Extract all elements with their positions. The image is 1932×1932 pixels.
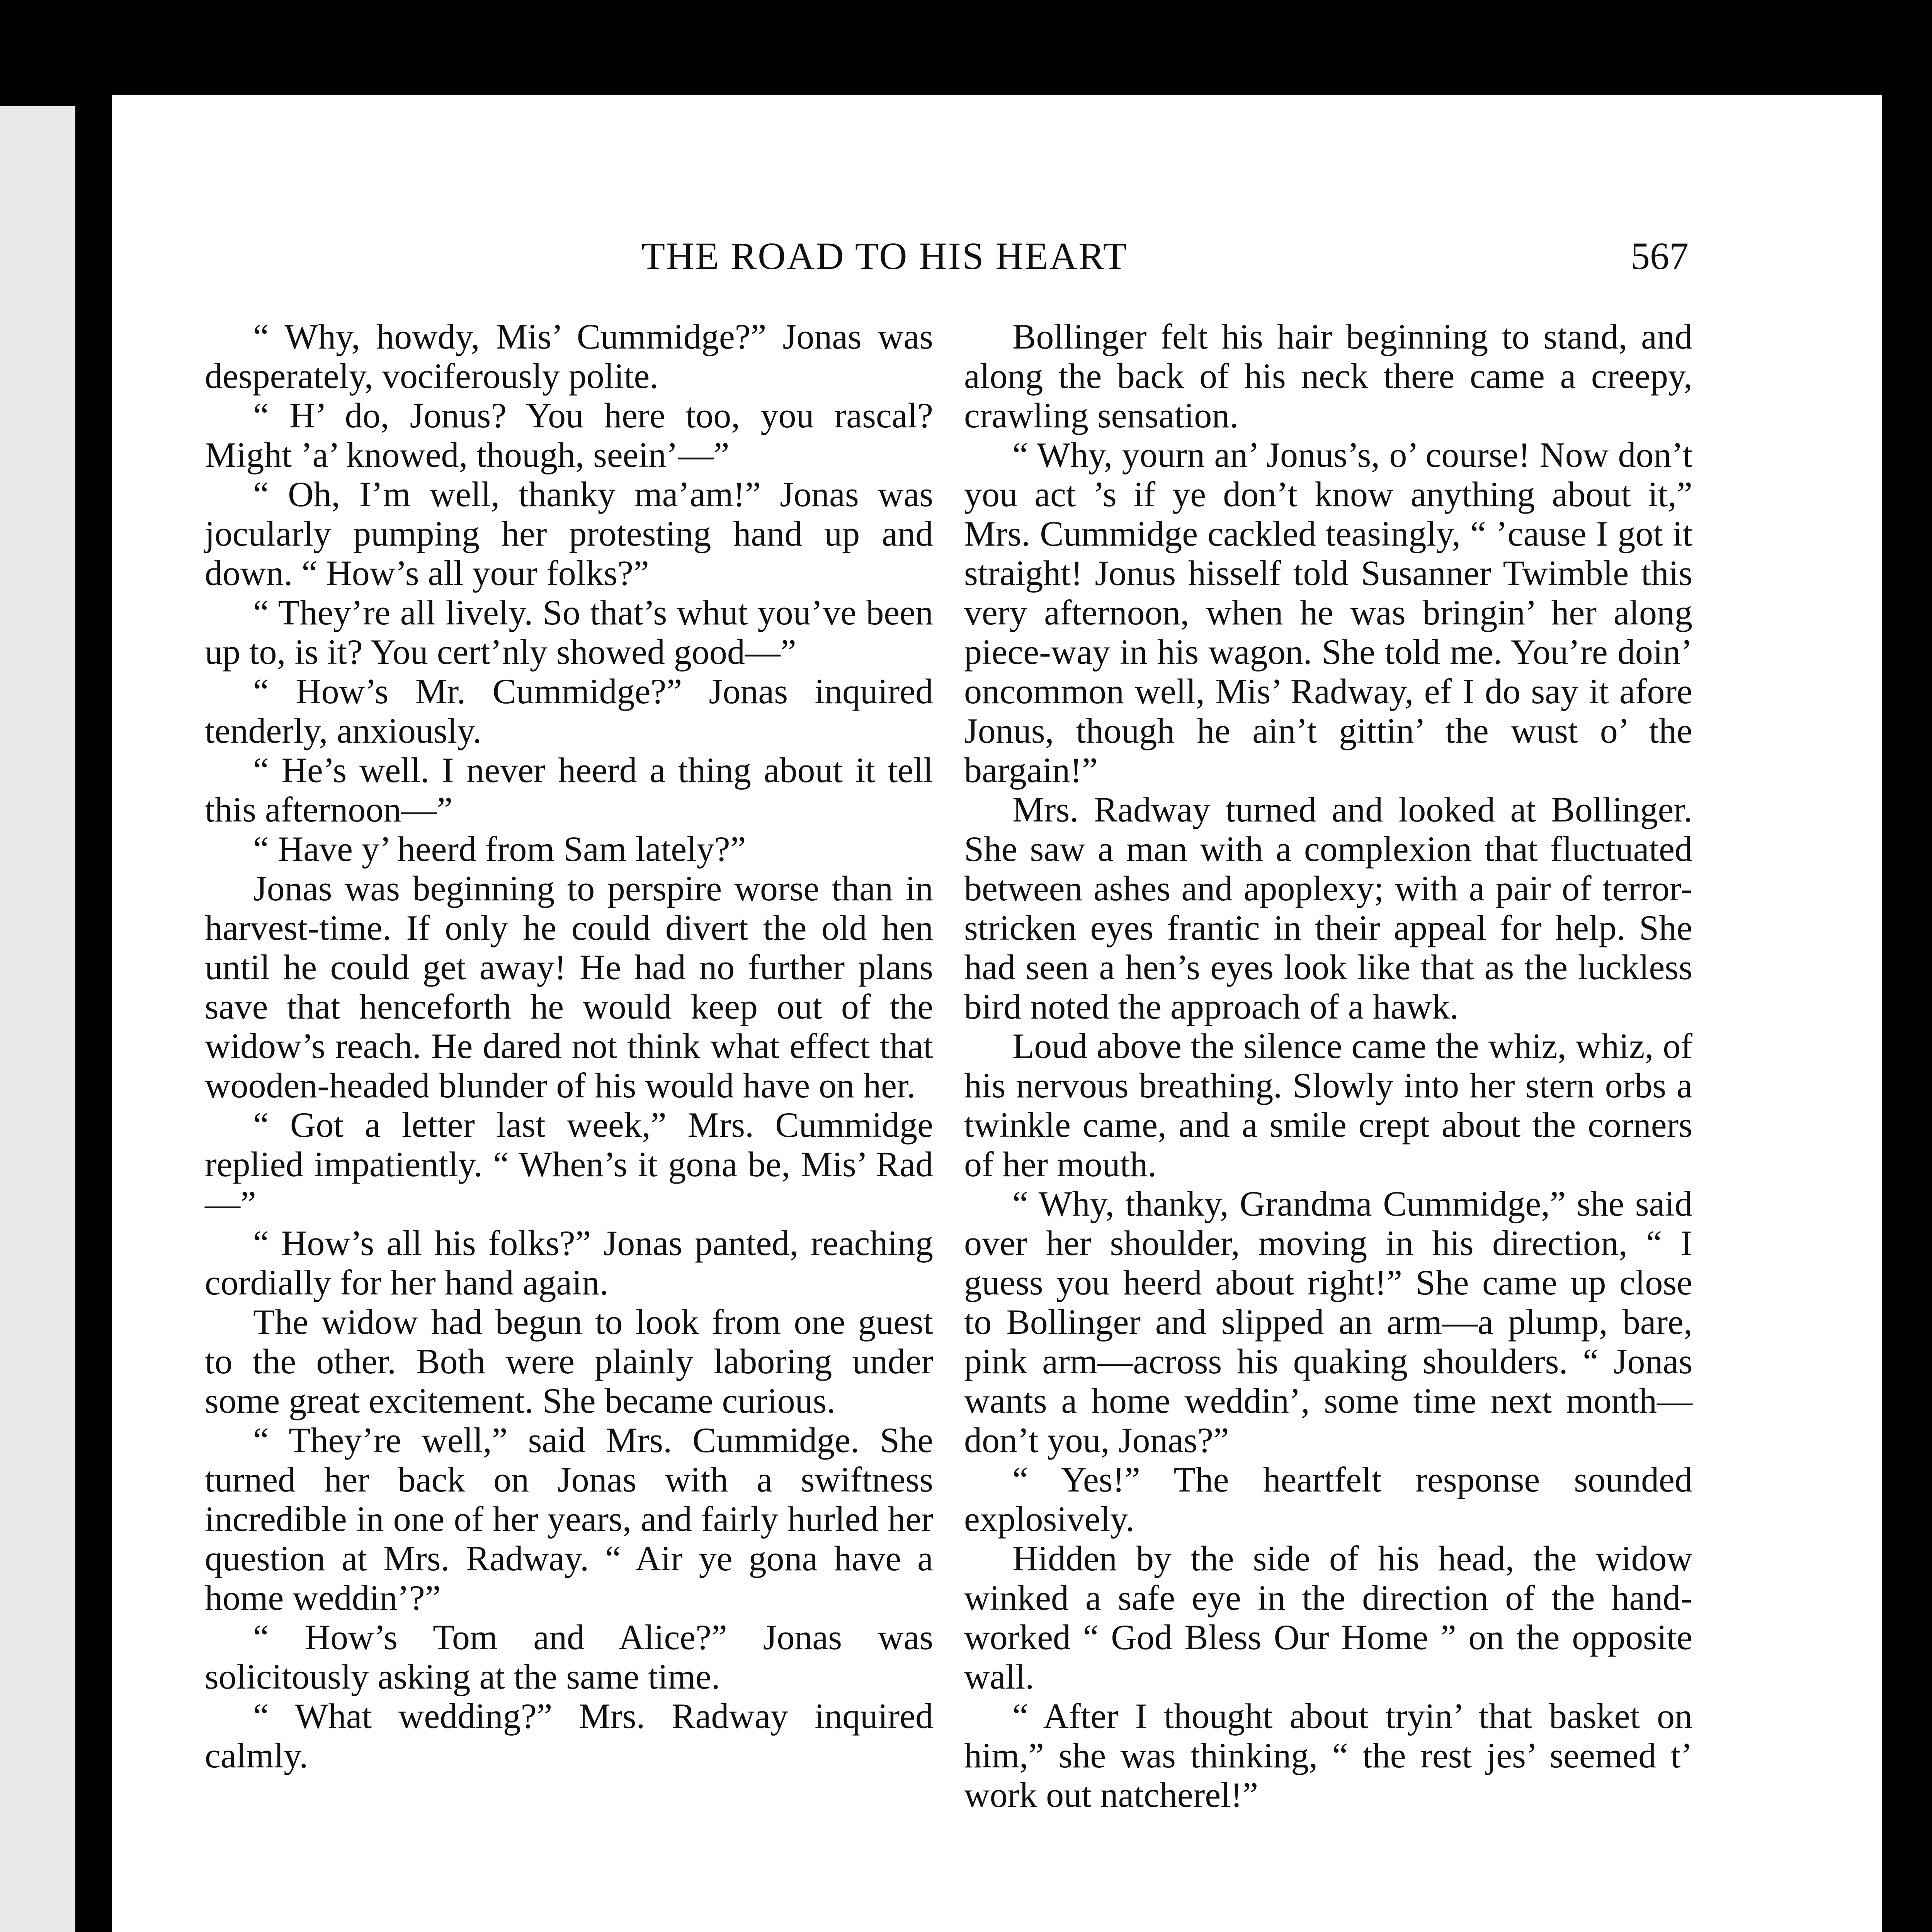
paragraph: “ Have y’ heerd from Sam lately?” bbox=[253, 829, 746, 869]
paragraph: Hidden by the side of his head, the widow winked a safe eye in the direction of the hand-worked “ God Bless Our Home ” on the opposite wall. bbox=[964, 1539, 1692, 1696]
paragraph: “ They’re well,” said Mrs. Cummidge. She turned her back on Jonas with a swiftness incredible in one of her years, and fairly hurled her question at Mrs. Radway. “ Air ye gona have a home weddin’?” bbox=[205, 1420, 933, 1617]
paragraph: “ H’ do, Jonus? You here too, you rascal? Might ’a’ knowed, though, seein’—” bbox=[205, 396, 933, 474]
running-title: THE ROAD TO HIS HEART bbox=[641, 235, 1128, 277]
page-number: 567 bbox=[1631, 235, 1689, 277]
paragraph: “ They’re all lively. So that’s whut you’ve been up to, is it? You cert’nly showed good—” bbox=[205, 593, 933, 672]
paragraph: “ How’s all his folks?” Jonas panted, reaching cordially for her hand again. bbox=[205, 1223, 933, 1302]
paragraph: “ Oh, I’m well, thanky ma’am!” Jonas was jocularly pumping her protesting hand up and down. “ How’s all your folks?” bbox=[205, 474, 933, 593]
paragraph: “ After I thought about tryin’ that basket on him,” she was thinking, “ the rest jes’ seemed t’ work out natcherel!” bbox=[964, 1696, 1692, 1815]
paragraph: Mrs. Radway turned and looked at Bollinger. She saw a man with a complexion that fluctuated between ashes and apoplexy; with a pair of terror-stricken eyes frantic in their appeal for help. She had seen a hen’s eyes look like that as the luckless bird noted the approach of a hawk. bbox=[964, 790, 1692, 1026]
paragraph: “ Why, howdy, Mis’ Cummidge?” Jonas was desperately, vociferously polite. bbox=[205, 317, 933, 396]
paragraph: “ How’s Tom and Alice?” Jonas was solicitously asking at the same time. bbox=[205, 1617, 933, 1696]
paragraph: Bollinger felt his hair beginning to stand, and along the back of his neck there came a creepy, crawling sensation. bbox=[964, 317, 1692, 435]
story-column-right bbox=[964, 317, 1692, 1815]
paragraph: “ Why, yourn an’ Jonus’s, o’ course! Now don’t you act ’s if ye don’t know anything about it,” Mrs. Cummidge cackled teasingly, “ ’cause I got it straight! Jonus hisself told Susanner Twimble this very afternoon, when he was bringin’ her along piece-way in his wagon. She told me. You’re doin’ oncommon well, Mis’ Radway, ef I do say it afore Jonus, though he ain’t gittin’ the wust o’ the bargain!” bbox=[964, 435, 1692, 790]
paragraph: Jonas was beginning to perspire worse than in harvest-time. If only he could divert the old hen until he could get away! He had no further plans save that henceforth he would keep out of the widow’s reach. He dared not think what effect that wooden-headed blunder of his would have on her. bbox=[205, 869, 933, 1105]
paragraph: “ What wedding?” Mrs. Radway inquired calmly. bbox=[205, 1696, 933, 1775]
paragraph: “ Got a letter last week,” Mrs. Cummidge replied impatiently. “ When’s it gona be, Mis’ Rad—” bbox=[205, 1105, 933, 1223]
paragraph: The widow had begun to look from one guest to the other. Both were plainly laboring under some great excitement. She became curious. bbox=[205, 1302, 933, 1420]
paragraph: “ He’s well. I never heerd a thing about it tell this afternoon—” bbox=[205, 750, 933, 829]
paragraph: “ Why, thanky, Grandma Cummidge,” she said over her shoulder, moving in his direction, “ I guess you heerd about right!” She came up close to Bollinger and slipped an arm—a plump, bare, pink arm—across his quaking shoulders. “ Jonas wants a home weddin’, some time next month—don’t you, Jonas?” bbox=[964, 1184, 1692, 1460]
page-header bbox=[112, 234, 1882, 292]
paragraph: “ Yes!” The heartfelt response sounded explosively. bbox=[964, 1460, 1692, 1539]
paragraph: “ How’s Mr. Cummidge?” Jonas inquired tenderly, anxiously. bbox=[205, 672, 933, 750]
story-column-left bbox=[205, 317, 933, 1775]
facing-page-edge bbox=[0, 106, 75, 1932]
magazine-page bbox=[112, 95, 1882, 1932]
paragraph: Loud above the silence came the whiz, whiz, of his nervous breathing. Slowly into her stern orbs a twinkle came, and a smile crept about the corners of her mouth. bbox=[964, 1026, 1692, 1184]
